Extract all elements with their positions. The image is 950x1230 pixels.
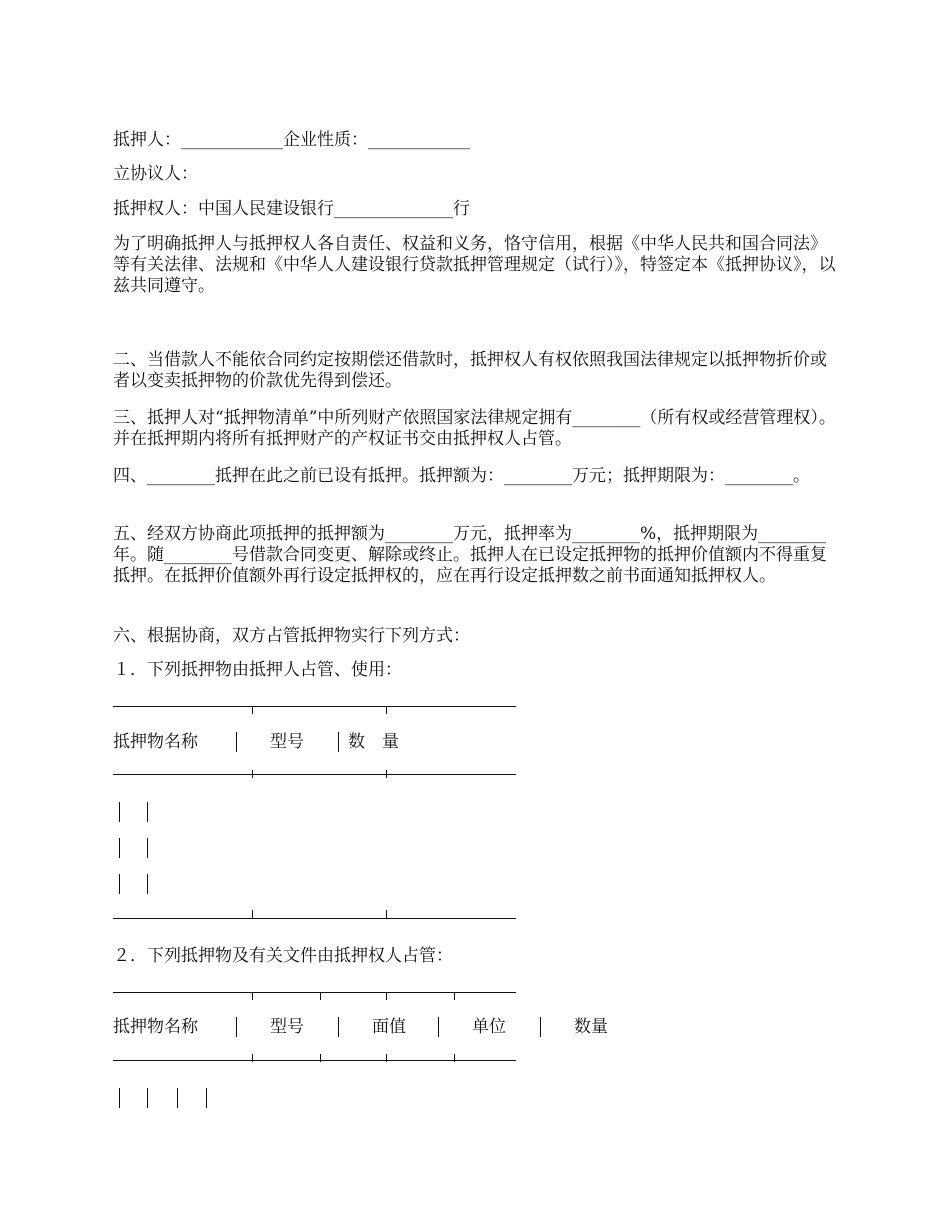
- intro-paragraph: 为了明确抵押人与抵押权人各自责任、权益和义务，恪守信用，根据《中华人民共和国合同法》等有关法律、法规和《中华人人建设银行贷款抵押管理规定（试行）》，特签定本《抵押协议》，以兹共同遵守。: [113, 234, 836, 296]
- table2-header-unit: 单位: [472, 1017, 506, 1037]
- clause-3: 三、抵押人对“抵押物清单”中所列财产依照国家法律规定拥有________（所有权或经营管理权）。并在抵押期内将所有抵押财产的产权证书交由抵押权人占管。: [113, 408, 836, 449]
- mortgagor-line: 抵押人：____________企业性质：____________: [113, 130, 470, 150]
- clause-4: 四、________抵押在此之前已设有抵押。抵押额为：________万元；抵押期限为：________。: [113, 466, 810, 486]
- table2-header-face-value: 面值: [372, 1017, 406, 1037]
- parties-line: 立协议人：: [113, 164, 198, 184]
- table2-header-rule: [113, 1060, 516, 1061]
- table1-header-model: 型号: [270, 732, 304, 752]
- table2-header-quantity: 数量: [574, 1017, 608, 1037]
- table1-top-rule: [113, 706, 516, 707]
- table1-header-rule: [113, 774, 516, 775]
- table1-caption: １．下列抵押物由抵押人占管、使用：: [113, 660, 402, 680]
- table2-top-rule: [113, 992, 516, 993]
- table2-header-model: 型号: [270, 1017, 304, 1037]
- table2-header-name: 抵押物名称: [113, 1017, 198, 1037]
- table2-caption: ２．下列抵押物及有关文件由抵押权人占管：: [113, 946, 453, 966]
- table1-header-name: 抵押物名称: [113, 732, 198, 752]
- clause-6: 六、根据协商，双方占管抵押物实行下列方式：: [113, 626, 470, 646]
- table1-header-quantity: 数 量: [348, 732, 399, 752]
- clause-2: 二、当借款人不能依合同约定按期偿还借款时，抵押权人有权依照我国法律规定以抵押物折价或者以变卖抵押物的价款优先得到偿还。: [113, 350, 827, 391]
- clause-5: 五、经双方协商此项抵押的抵押额为________万元，抵押率为________%，抵押期限为________年。随________号借款合同变更、解除或终止。抵押人在已设定抵押物的抵押价值额内不得重复抵押。在抵押价值额外再行设定抵押权的，应在再行设定抵押数之前书面通知抵押权人。: [113, 524, 827, 586]
- mortgagee-line: 抵押权人：中国人民建设银行______________行: [113, 199, 470, 219]
- table1-bottom-rule: [113, 918, 516, 919]
